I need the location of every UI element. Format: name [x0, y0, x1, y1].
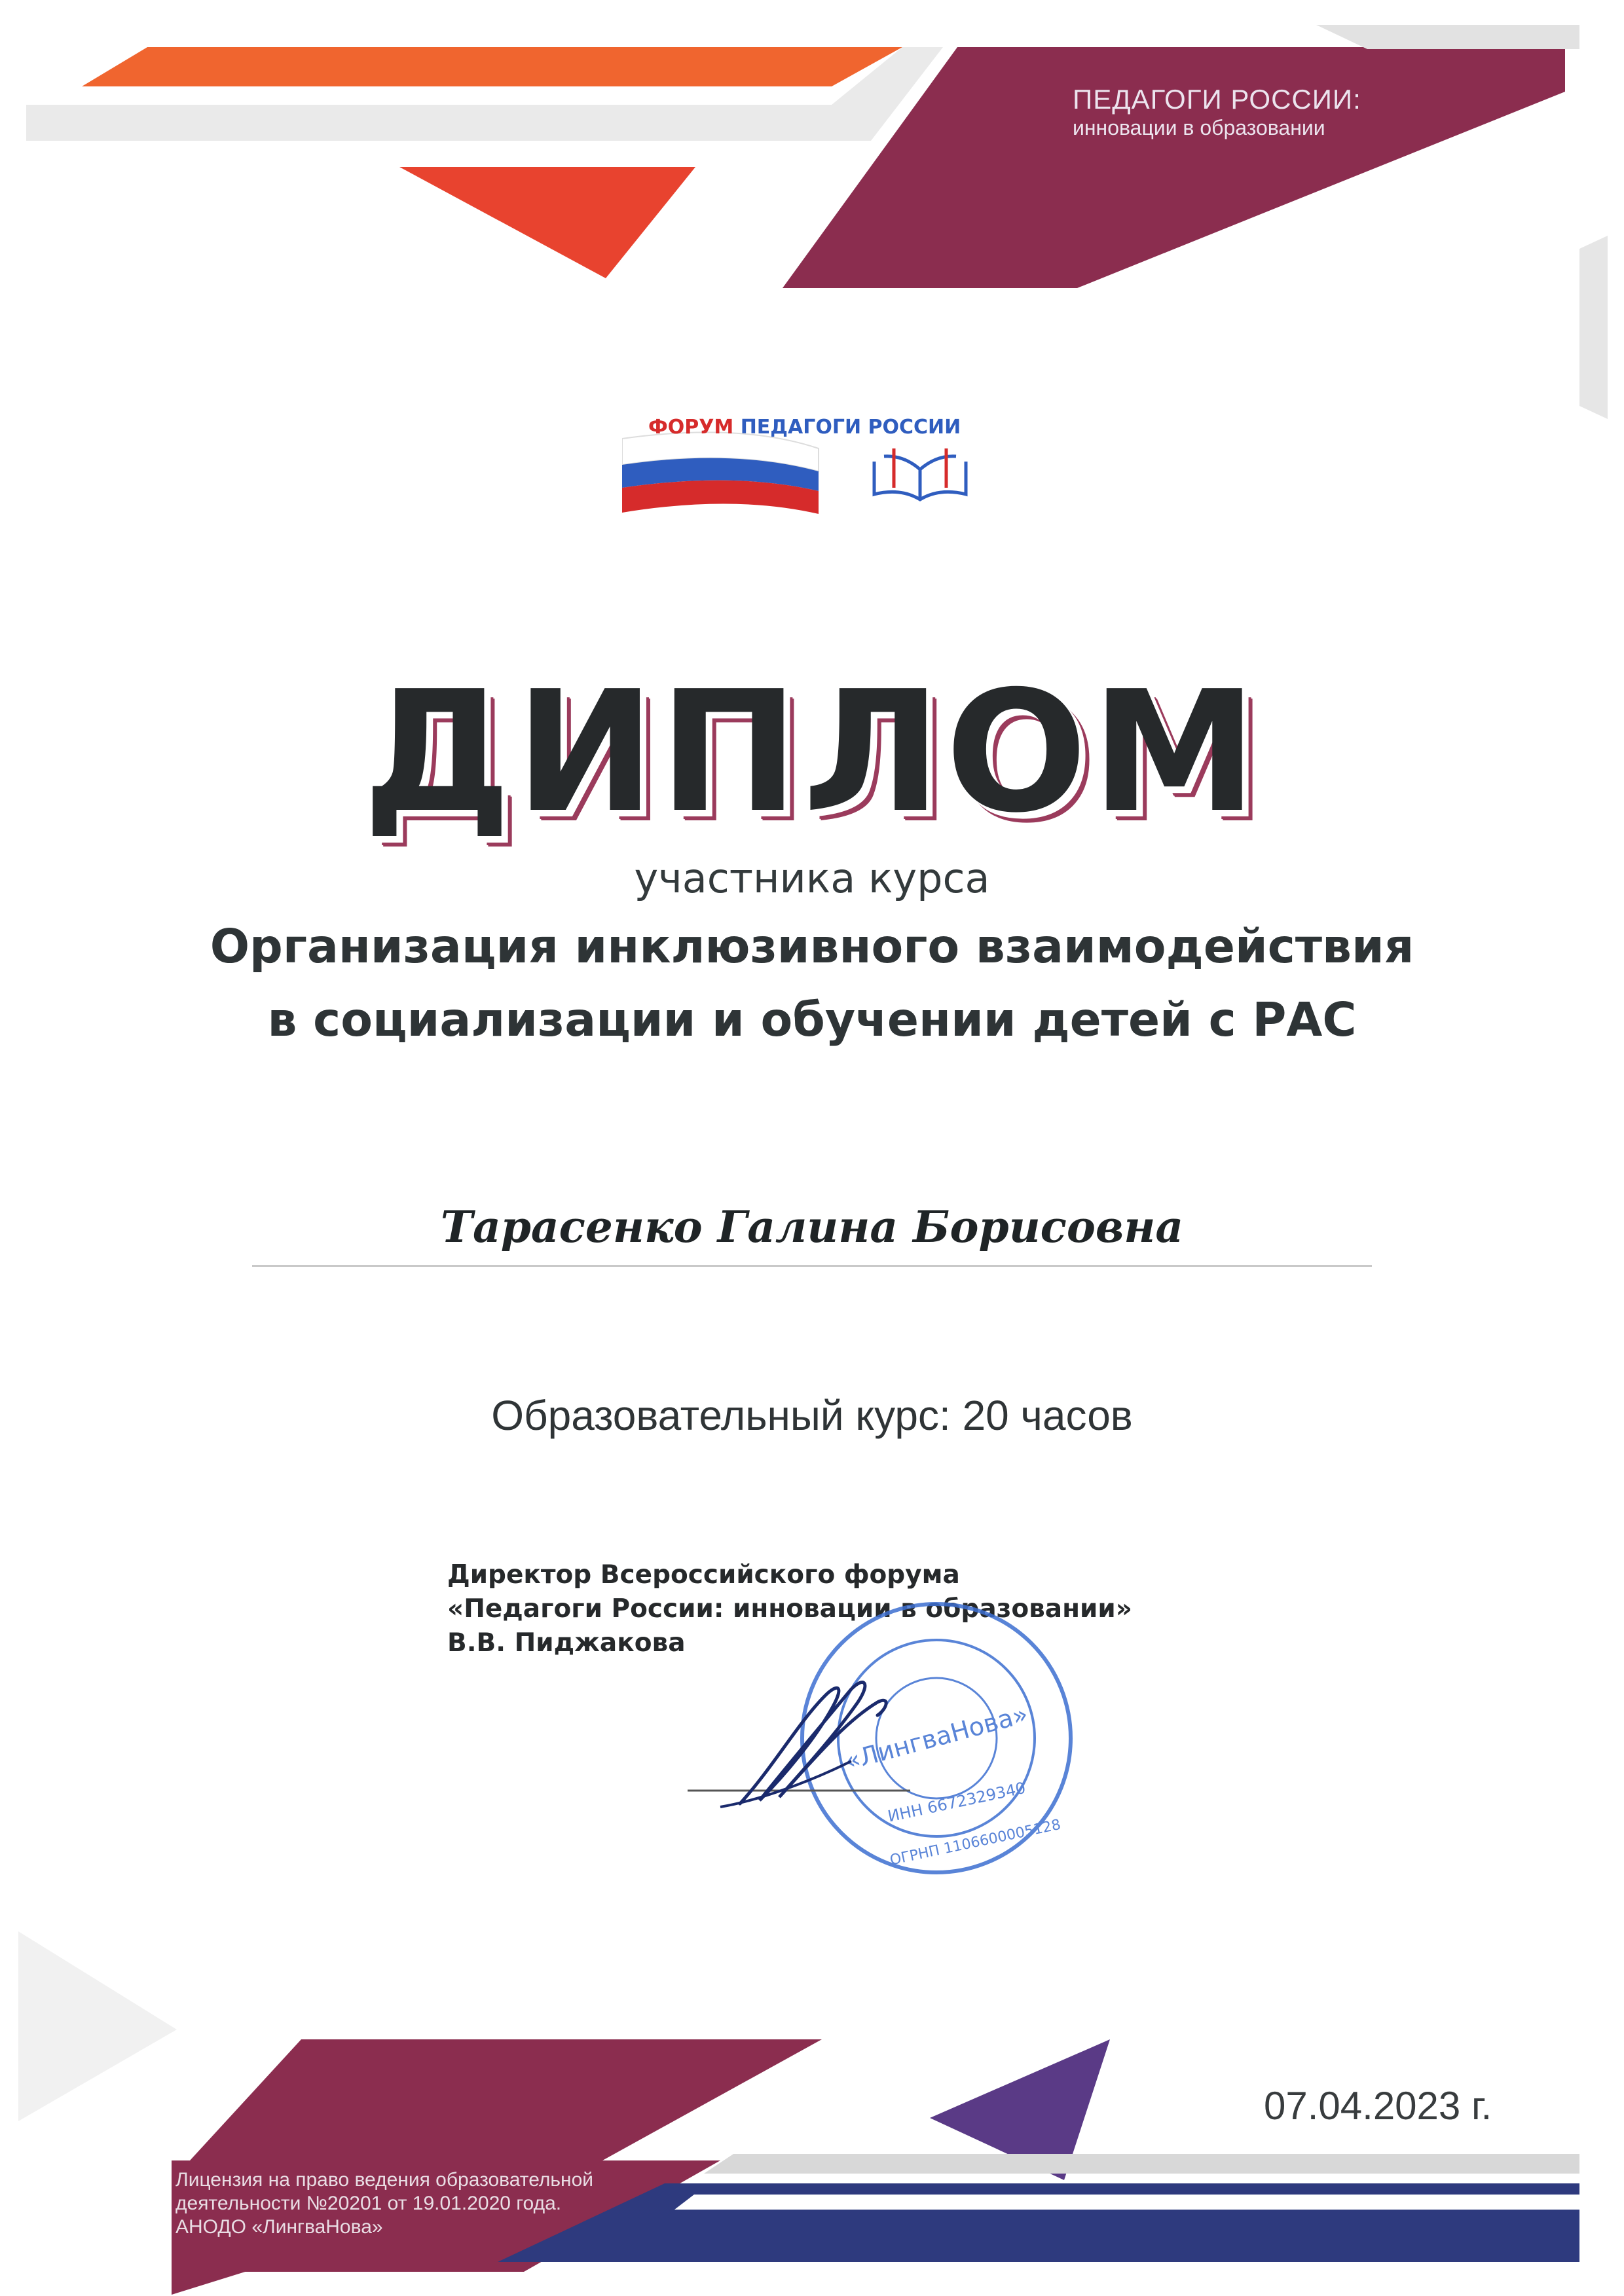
- license-line2: деятельности №20201 от 19.01.2020 года.: [175, 2193, 562, 2214]
- license-line1: Лицензия на право ведения образовательной: [175, 2169, 594, 2191]
- recipient-underline: [252, 1265, 1372, 1267]
- course-name-line1: Организация инклюзивного взаимодействия: [210, 919, 1414, 974]
- left-edge-grey: [18, 1931, 177, 2121]
- license-text: [175, 2168, 686, 2239]
- document-subtitle: участника курса: [634, 854, 990, 902]
- director-title-line2: «Педагоги России: инновации в образовании»: [447, 1594, 1132, 1624]
- stamp-ogrn: ОГРНП 1106600005128: [888, 1816, 1063, 1869]
- document-title: ДИПЛОМ: [362, 655, 1262, 850]
- bottom-grey-stripe: [704, 2154, 1579, 2174]
- recipient-name: Тарасенко Галина Борисовна: [440, 1201, 1184, 1252]
- issue-date: 07.04.2023 г.: [1264, 2084, 1492, 2128]
- director-title-line1: Директор Всероссийского форума: [447, 1560, 960, 1590]
- top-right-grey: [1316, 25, 1579, 49]
- forum-logo-word2: ПЕДАГОГИ РОССИИ: [740, 416, 961, 439]
- director-signature: [681, 1650, 943, 1820]
- open-book-icon: [874, 448, 966, 500]
- course-name: [0, 910, 1624, 1057]
- forum-logo: [622, 409, 989, 520]
- course-name-line2: в социализации и обучении детей с РАС: [267, 993, 1357, 1047]
- right-edge-grey: [1579, 236, 1608, 419]
- header-brand-line1: ПЕДАГОГИ РОССИИ:: [1073, 84, 1361, 115]
- top-red-triangle: [399, 167, 695, 278]
- header-brand-line2: инновации в образовании: [1073, 116, 1325, 139]
- header-brand: [1073, 84, 1413, 140]
- license-line3: АНОДО «ЛингваНова»: [175, 2216, 383, 2238]
- stamp-inn: ИНН 6672329340: [886, 1778, 1027, 1826]
- course-hours: Образовательный курс: 20 часов: [491, 1392, 1133, 1439]
- forum-logo-word1: ФОРУМ: [648, 416, 734, 439]
- forum-logo-text: [648, 416, 961, 439]
- bottom-white-stripe: [674, 2195, 1579, 2210]
- director-name: В.В. Пиджакова: [447, 1628, 686, 1658]
- top-orange-band: [82, 47, 902, 86]
- stamp-center-text: «ЛингваНова»: [841, 1699, 1031, 1776]
